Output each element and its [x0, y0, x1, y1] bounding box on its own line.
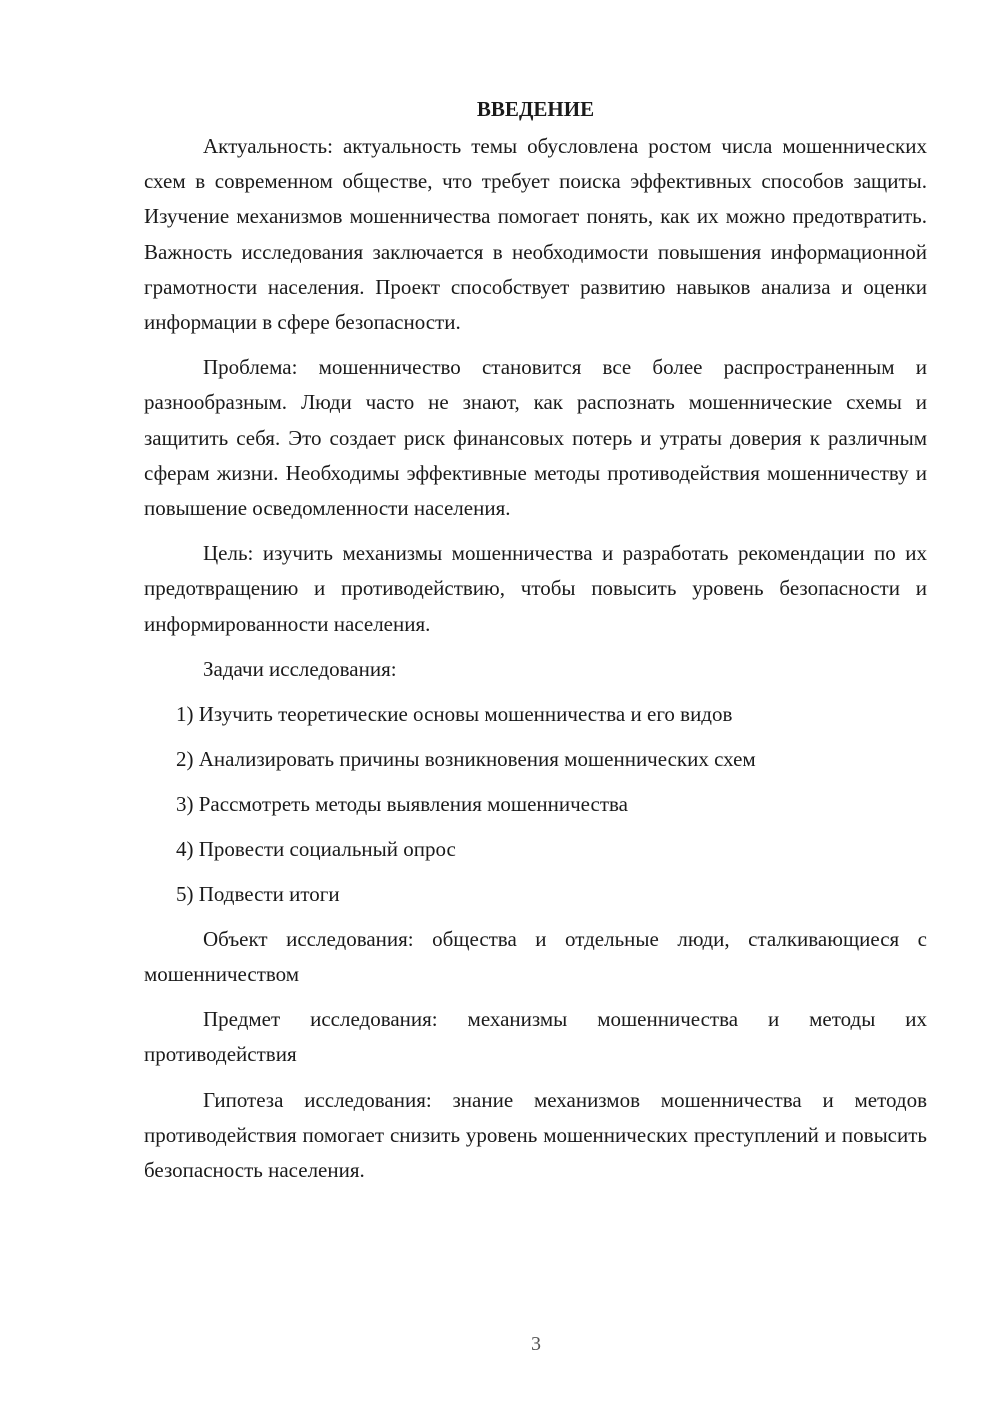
page-number: 3 [531, 1333, 541, 1355]
subject-paragraph: Предмет исследования: механизмы мошенничества и методы их противодействия [144, 1007, 927, 1067]
problem-paragraph: Проблема: мошенничество становится все более распространенным и разнообразным. Люди часто не знают, как распознать мошеннические схемы и защитить себя. Это создает риск финансовых потерь и утраты доверия к различным сферам жизни. Необходимы эффективные методы противодействия мошенничеству и повышение осведомленности населения. [144, 355, 927, 521]
document-page [144, 92, 927, 1198]
list-item: 3) Рассмотреть методы выявления мошенничества [176, 791, 628, 816]
relevance-paragraph: Актуальность: актуальность темы обусловлена ростом числа мошеннических схем в современном обществе, что требует поиска эффективных способов защиты. Изучение механизмов мошенничества помогает понять, как их можно предотвратить. Важность исследования заключается в необходимости повышения информационной грамотности населения. Проект способствует развитию навыков анализа и оценки информации в сфере безопасности. [144, 134, 927, 335]
hypothesis-paragraph: Гипотеза исследования: знание механизмов мошенничества и методов противодействия помогает снизить уровень мошеннических преступлений и повысить безопасность населения. [144, 1087, 927, 1183]
tasks-list [144, 697, 927, 912]
object-paragraph: Объект исследования: общества и отдельные люди, сталкивающиеся с мошенничеством [144, 926, 927, 987]
list-item: 5) Подвести итоги [176, 881, 340, 906]
list-item: 4) Провести социальный опрос [176, 836, 456, 861]
list-item: 1) Изучить теоретические основы мошенничества и его видов [176, 701, 733, 726]
section-heading: ВВЕДЕНИЕ [476, 97, 595, 121]
tasks-heading: Задачи исследования: [203, 656, 397, 681]
goal-paragraph: Цель: изучить механизмы мошенничества и разработать рекомендации по их предотвращению и противодействию, чтобы повысить уровень безопасности и информированности населения. [144, 541, 927, 636]
list-item: 2) Анализировать причины возникновения мошеннических схем [176, 746, 756, 771]
